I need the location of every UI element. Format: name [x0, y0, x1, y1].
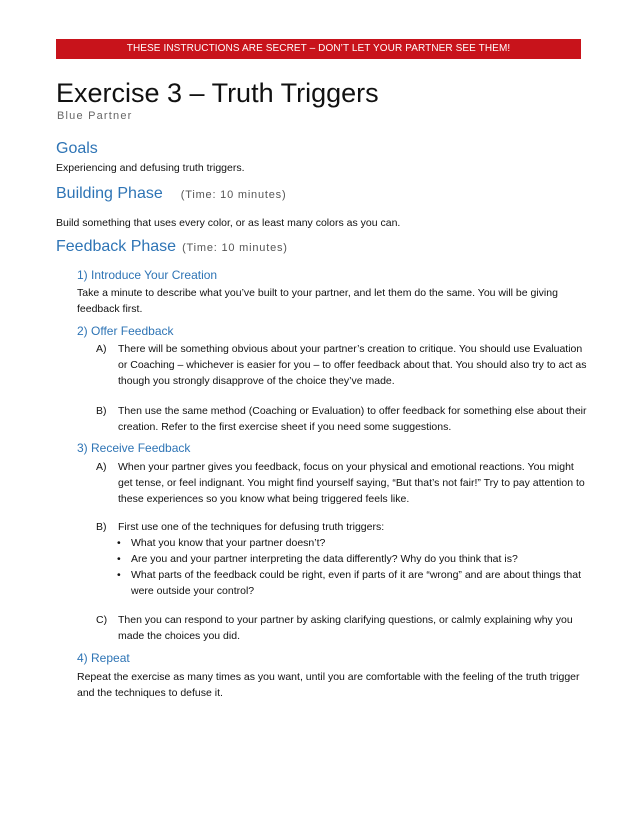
step-3-item-c: [96, 612, 591, 644]
step-2-heading: 2) Offer Feedback: [77, 324, 174, 338]
bullet-item: [117, 567, 587, 599]
bullet-dot-icon: •: [117, 537, 121, 549]
secret-banner: THESE INSTRUCTIONS ARE SECRET – DON’T LET YOUR PARTNER SEE THEM!: [56, 39, 581, 59]
feedback-phase-heading: [56, 238, 288, 256]
goals-text: Experiencing and defusing truth triggers.: [56, 162, 245, 174]
goals-heading: Goals: [56, 140, 98, 157]
item-text: When your partner gives you feedback, focus on your physical and emotional reactions. You might get tense, or feel indignant. You might find yourself saying, “But that’s not fair!” Try to pay attention to these experiences so you know what being triggered feels like.: [118, 461, 585, 505]
step-3-item-a: [96, 459, 591, 507]
building-phase-time: (Time: 10 minutes): [180, 189, 287, 201]
bullet-text: What you know that your partner doesn’t?: [131, 537, 326, 549]
feedback-phase-title: Feedback Phase: [56, 238, 177, 255]
step-3-item-b: [96, 519, 591, 535]
item-text: Then you can respond to your partner by asking clarifying questions, or calmly explaining why you made the choices you did.: [118, 614, 573, 642]
step-3-heading: 3) Receive Feedback: [77, 441, 191, 455]
bullet-dot-icon: •: [117, 569, 121, 581]
bullet-dot-icon: •: [117, 553, 121, 565]
item-label: B): [96, 521, 107, 533]
item-label: A): [96, 343, 107, 355]
bullet-item: [117, 551, 587, 567]
item-text: Then use the same method (Coaching or Evaluation) to offer feedback for something else about their creation. Refer to the first exercise sheet if you need some suggestions.: [118, 405, 587, 433]
step-4-heading: 4) Repeat: [77, 651, 130, 665]
item-text: There will be something obvious about your partner’s creation to critique. You should use Evaluation or Coaching – whichever is easier for you – to offer feedback about that. You should also try to act as though you strongly disapprove of the choice they’ve made.: [118, 343, 587, 387]
item-label: C): [96, 614, 108, 626]
item-label: A): [96, 461, 107, 473]
step-1-heading: 1) Introduce Your Creation: [77, 268, 218, 282]
feedback-phase-time: (Time: 10 minutes): [182, 242, 288, 254]
step-2-item-b: [96, 403, 591, 435]
item-text: First use one of the techniques for defusing truth triggers:: [118, 521, 385, 533]
bullet-item: [117, 535, 587, 551]
item-label: B): [96, 405, 107, 417]
bullet-text: What parts of the feedback could be right, even if parts of it are “wrong” and are about things that were outside your control?: [131, 569, 582, 597]
bullet-text: Are you and your partner interpreting the data differently? Why do you think that is?: [131, 553, 518, 565]
step-1-text: Take a minute to describe what you’ve built to your partner, and let them do the same. You will be giving feedback first.: [77, 287, 558, 315]
building-phase-heading: [56, 185, 286, 203]
building-phase-title: Building Phase: [56, 185, 163, 202]
page-subtitle: Blue Partner: [57, 110, 133, 122]
step-4-text: Repeat the exercise as many times as you want, until you are comfortable with the feeling of the truth trigger and the techniques to defuse it.: [77, 671, 580, 699]
step-2-item-a: [96, 341, 591, 389]
building-phase-text: Build something that uses every color, or as least many colors as you can.: [56, 217, 401, 229]
page-title: Exercise 3 – Truth Triggers: [56, 78, 379, 108]
